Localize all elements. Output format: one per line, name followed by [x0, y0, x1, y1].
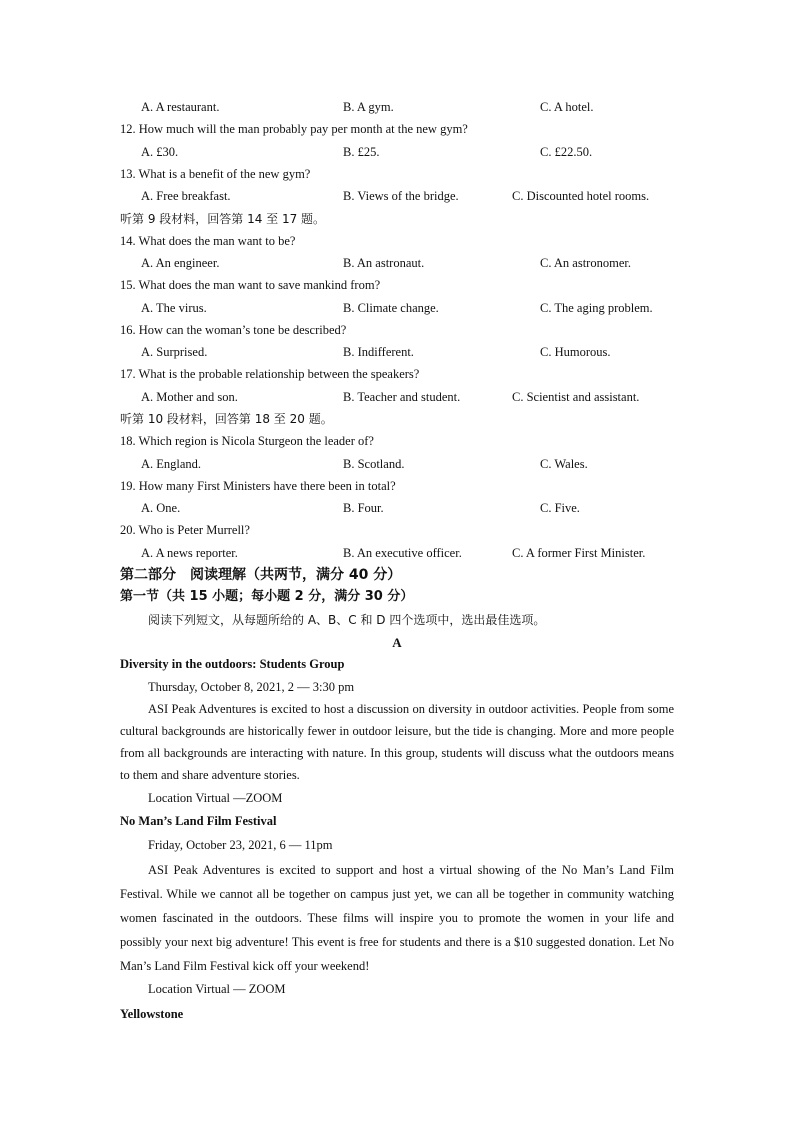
q19-option-a[interactable]: A. One. [141, 501, 181, 515]
q17-stem: 17. What is the probable relationship between the speakers? [120, 367, 420, 381]
q16-option-a[interactable]: A. Surprised. [141, 345, 208, 359]
q13-option-b[interactable]: B. Views of the bridge. [343, 189, 459, 203]
q20-option-b[interactable]: B. An executive officer. [343, 546, 462, 560]
q19-stem: 19. How many First Ministers have there been in total? [120, 479, 396, 493]
q17-option-a[interactable]: A. Mother and son. [141, 390, 238, 404]
q20-option-c[interactable]: C. A former First Minister. [512, 546, 646, 560]
q12-option-c[interactable]: C. £22.50. [540, 145, 593, 159]
q18-option-a[interactable]: A. England. [141, 457, 202, 471]
part-2-section-1-heading: 第一节（共 15 小题；每小题 2 分，满分 30 分） [120, 589, 414, 604]
q18-stem: 18. Which region is Nicola Sturgeon the leader of? [120, 434, 374, 448]
event-1-date: Thursday, October 8, 2021, 2 — 3:30 pm [148, 680, 355, 694]
q19-option-b[interactable]: B. Four. [343, 501, 384, 515]
part-2-heading: 第二部分 阅读理解（共两节，满分 40 分） [120, 567, 402, 583]
event-1-description: ASI Peak Adventures is excited to host a discussion on diversity in outdoor activities. People from some cultural backgrounds are historically fewer in outdoor leisure, but the tide is changing. More and more people from all backgrounds are interacting with nature. In this group, students will discuss what the outdoors means to them and share adventure stories. [120, 702, 674, 782]
q20-option-a[interactable]: A. A news reporter. [141, 546, 238, 560]
q15-option-a[interactable]: A. The virus. [141, 301, 207, 315]
q13-option-c[interactable]: C. Discounted hotel rooms. [512, 189, 650, 203]
event-1-location: Location Virtual —ZOOM [148, 791, 283, 805]
q18-option-c[interactable]: C. Wales. [540, 457, 588, 471]
q12-option-a[interactable]: A. £30. [141, 145, 179, 159]
q16-option-b[interactable]: B. Indifferent. [343, 345, 414, 359]
event-2-description: ASI Peak Adventures is excited to support and host a virtual showing of the No Man’s Land Film Festival. While we cannot all be together on campus just yet, we can all be together in community watching women fascinated in the outdoors. These films will inspire you to promote the women in your life and possibly your next big adventure! This event is free for students and there is a $10 suggested donation. Let No Man’s Land Film Festival kick off your weekend! [120, 863, 674, 973]
q12-option-b[interactable]: B. £25. [343, 145, 380, 159]
q14-option-a[interactable]: A. An engineer. [141, 256, 220, 270]
section-9-instruction: 听第 9 段材料，回答第 14 至 17 题。 [120, 212, 326, 226]
q13-option-a[interactable]: A. Free breakfast. [141, 189, 231, 203]
passage-label: A [392, 635, 402, 650]
q20-stem: 20. Who is Peter Murrell? [120, 523, 250, 537]
q16-stem: 16. How can the woman’s tone be described? [120, 323, 347, 337]
section-10-instruction: 听第 10 段材料，回答第 18 至 20 题。 [120, 412, 333, 426]
q11-option-c[interactable]: C. A hotel. [540, 100, 594, 114]
event-3-title: Yellowstone [120, 1007, 184, 1021]
q11-option-b[interactable]: B. A gym. [343, 100, 394, 114]
event-2-date: Friday, October 23, 2021, 6 — 11pm [148, 838, 333, 852]
event-2-title: No Man’s Land Film Festival [120, 814, 277, 828]
q19-option-c[interactable]: C. Five. [540, 501, 580, 515]
q15-option-b[interactable]: B. Climate change. [343, 301, 439, 315]
q15-stem: 15. What does the man want to save mankind from? [120, 278, 381, 292]
q18-option-b[interactable]: B. Scotland. [343, 457, 405, 471]
q15-option-c[interactable]: C. The aging problem. [540, 301, 653, 315]
q14-stem: 14. What does the man want to be? [120, 234, 296, 248]
event-1-title: Diversity in the outdoors: Students Group [120, 657, 345, 671]
q12-stem: 12. How much will the man probably pay per month at the new gym? [120, 122, 468, 136]
event-2-location: Location Virtual — ZOOM [148, 982, 286, 996]
q16-option-c[interactable]: C. Humorous. [540, 345, 611, 359]
q11-option-a[interactable]: A. A restaurant. [141, 100, 220, 114]
q14-option-b[interactable]: B. An astronaut. [343, 256, 425, 270]
q14-option-c[interactable]: C. An astronomer. [540, 256, 631, 270]
q17-option-c[interactable]: C. Scientist and assistant. [512, 390, 640, 404]
q17-option-b[interactable]: B. Teacher and student. [343, 390, 461, 404]
reading-instructions: 阅读下列短文，从每题所给的 A、B、C 和 D 四个选项中，选出最佳选项。 [148, 613, 546, 627]
q13-stem: 13. What is a benefit of the new gym? [120, 167, 311, 181]
